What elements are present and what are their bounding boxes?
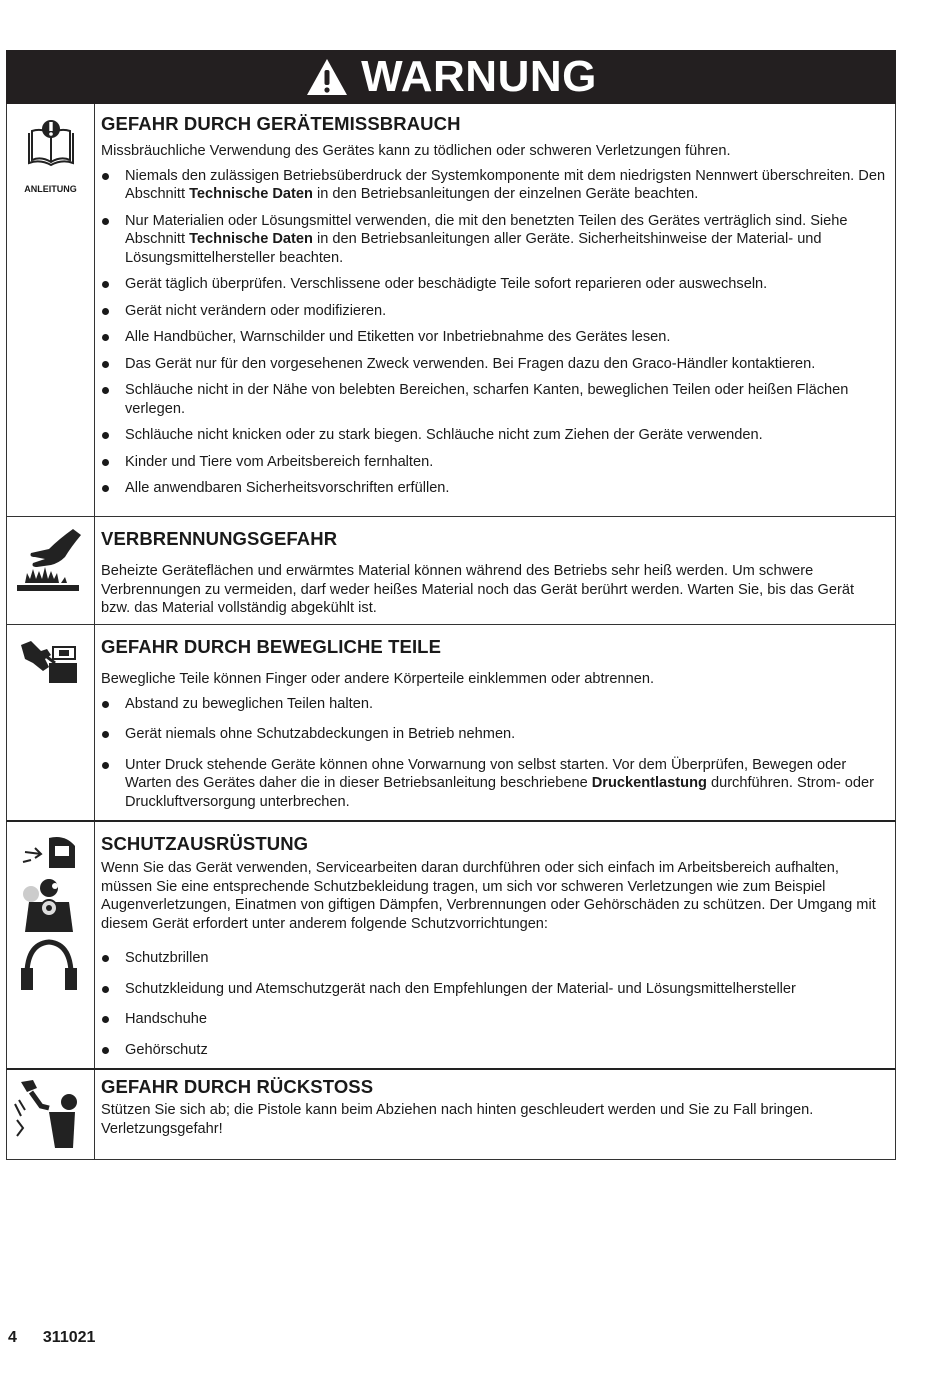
text-misuse <box>95 104 895 516</box>
body-recoil: Stützen Sie sich ab; die Pistole kann beim Abziehen nach hinten geschleudert werden und Sie zu Fall bringen. Verletzungsgefahr! <box>101 1102 814 1137</box>
text-recoil <box>95 1070 895 1159</box>
list-item: Gehörschutz <box>101 1041 887 1060</box>
recoil-person-icon <box>13 1076 87 1154</box>
section-burn <box>6 517 896 625</box>
list-item: Handschuhe <box>101 1010 887 1029</box>
list-item: Schläuche nicht knicken oder zu stark biegen. Schläuche nicht zum Ziehen der Geräte verwenden. <box>101 426 887 445</box>
document-number: 311021 <box>42 1329 96 1346</box>
list-item: Schläuche nicht in der Nähe von belebten Bereichen, scharfen Kanten, beweglichen Teilen oder heißen Flächen verlegen. <box>101 381 887 418</box>
moving-parts-icon <box>19 637 79 687</box>
bullet-list-moving <box>101 695 887 812</box>
section-title-misuse: GEFAHR DURCH GERÄTEMISSBRAUCH <box>101 113 461 134</box>
list-item: Gerät täglich überprüfen. Verschlissene oder beschädigte Teile sofort reparieren oder auswechseln. <box>101 275 887 294</box>
section-ppe <box>6 822 896 1070</box>
list-item: Alle Handbücher, Warnschilder und Etiketten vor Inbetriebnahme des Gerätes lesen. <box>101 328 887 347</box>
list-item: Kinder und Tiere vom Arbeitsbereich fernhalten. <box>101 453 887 472</box>
list-item: Unter Druck stehende Geräte können ohne Vorwarnung von selbst starten. Vor dem Überprüfen, Bewegen oder Warten des Gerätes daher die in dieser Betriebsanleitung beschriebene Druckentlastung durchführen. Strom- oder Druckluftversorgung unterbrechen. <box>101 756 887 812</box>
warning-header <box>6 50 896 104</box>
warning-triangle-icon <box>305 57 349 97</box>
icon-cell-moving <box>7 625 95 820</box>
list-item: Nur Materialien oder Lösungsmittel verwenden, die mit den benetzten Teilen des Gerätes verträglich sind. Siehe Abschnitt Technische Daten in den Betriebsanleitungen aller Geräte. Sicherheitshinweise der Material- und Lösungsmittelhersteller beachten. <box>101 212 887 268</box>
ppe-icons <box>19 832 81 1000</box>
manual-book-icon <box>25 119 77 171</box>
respirator-icon <box>23 879 73 932</box>
section-title-moving: GEFAHR DURCH BEWEGLICHE TEILE <box>101 636 442 657</box>
text-ppe <box>95 822 895 1068</box>
list-item: Alle anwendbaren Sicherheitsvorschriften erfüllen. <box>101 479 887 498</box>
icon-cell-recoil <box>7 1070 95 1159</box>
warning-title: WARNUNG <box>361 52 597 101</box>
manual-icon-label: ANLEITUNG <box>24 184 77 194</box>
list-item: Gerät niemals ohne Schutzabdeckungen in Betrieb nehmen. <box>101 725 887 744</box>
warning-table <box>6 50 896 1160</box>
icon-cell-misuse <box>7 104 95 516</box>
section-title-burn: VERBRENNUNGSGEFAHR <box>101 528 338 549</box>
list-item: Schutzkleidung und Atemschutzgerät nach den Empfehlungen der Material- und Lösungsmittelhersteller <box>101 980 887 999</box>
intro-misuse: Missbräuchliche Verwendung des Gerätes kann zu tödlichen oder schweren Verletzungen führen. <box>101 143 731 159</box>
body-burn: Beheizte Geräteflächen und erwärmtes Material können während des Betriebs sehr heiß werden. Um schwere Verbrennungen zu vermeiden, darf weder heißes Material noch das Gerät berührt werden. Warten Sie, bis das Gerät bzw. das Material vollständig abgekühlt ist. <box>101 563 855 616</box>
list-item: Schutzbrillen <box>101 949 887 968</box>
intro-ppe: Wenn Sie das Gerät verwenden, Servicearbeiten daran durchführen oder sich einfach im Arbeitsbereich aufhalten, müssen Sie eine entsprechende Schutzbekleidung tragen, um sich vor schweren Verletzungen wie zum Beispiel Augenverletzungen, Einatmen von giftigen Dämpfen, Verbrennungen oder Gehörschäden zu schützen. Der Umgang mit diesem Gerät erfordert unter anderem folgende Schutzvorrichtungen: <box>101 860 876 932</box>
page-footer <box>8 1329 95 1347</box>
hot-surface-icon <box>15 527 85 597</box>
text-burn <box>95 517 895 624</box>
text-moving <box>95 625 895 820</box>
section-moving-parts <box>6 625 896 822</box>
bullet-list-ppe <box>101 949 887 1059</box>
page-number: 4 <box>8 1329 17 1346</box>
intro-moving: Bewegliche Teile können Finger oder andere Körperteile einklemmen oder abtrennen. <box>101 671 655 687</box>
goggles-icon <box>23 837 75 868</box>
section-recoil <box>6 1070 896 1160</box>
bullet-list-misuse <box>101 167 887 498</box>
section-misuse <box>6 104 896 517</box>
list-item: Das Gerät nur für den vorgesehenen Zweck verwenden. Bei Fragen dazu den Graco-Händler kontaktieren. <box>101 355 887 374</box>
icon-cell-ppe <box>7 822 95 1068</box>
list-item: Niemals den zulässigen Betriebsüberdruck der Systemkomponente mit dem niedrigsten Nennwert überschreiten. Den Abschnitt Technische Daten in den Betriebsanleitungen der einzelnen Geräte beachten. <box>101 167 887 204</box>
icon-cell-burn <box>7 517 95 624</box>
section-title-recoil: GEFAHR DURCH RÜCKSTOSS <box>101 1076 374 1097</box>
list-item: Gerät nicht verändern oder modifizieren. <box>101 302 887 321</box>
section-title-ppe: SCHUTZAUSRÜSTUNG <box>101 833 309 854</box>
ear-protection-icon <box>21 942 77 990</box>
list-item: Abstand zu beweglichen Teilen halten. <box>101 695 887 714</box>
